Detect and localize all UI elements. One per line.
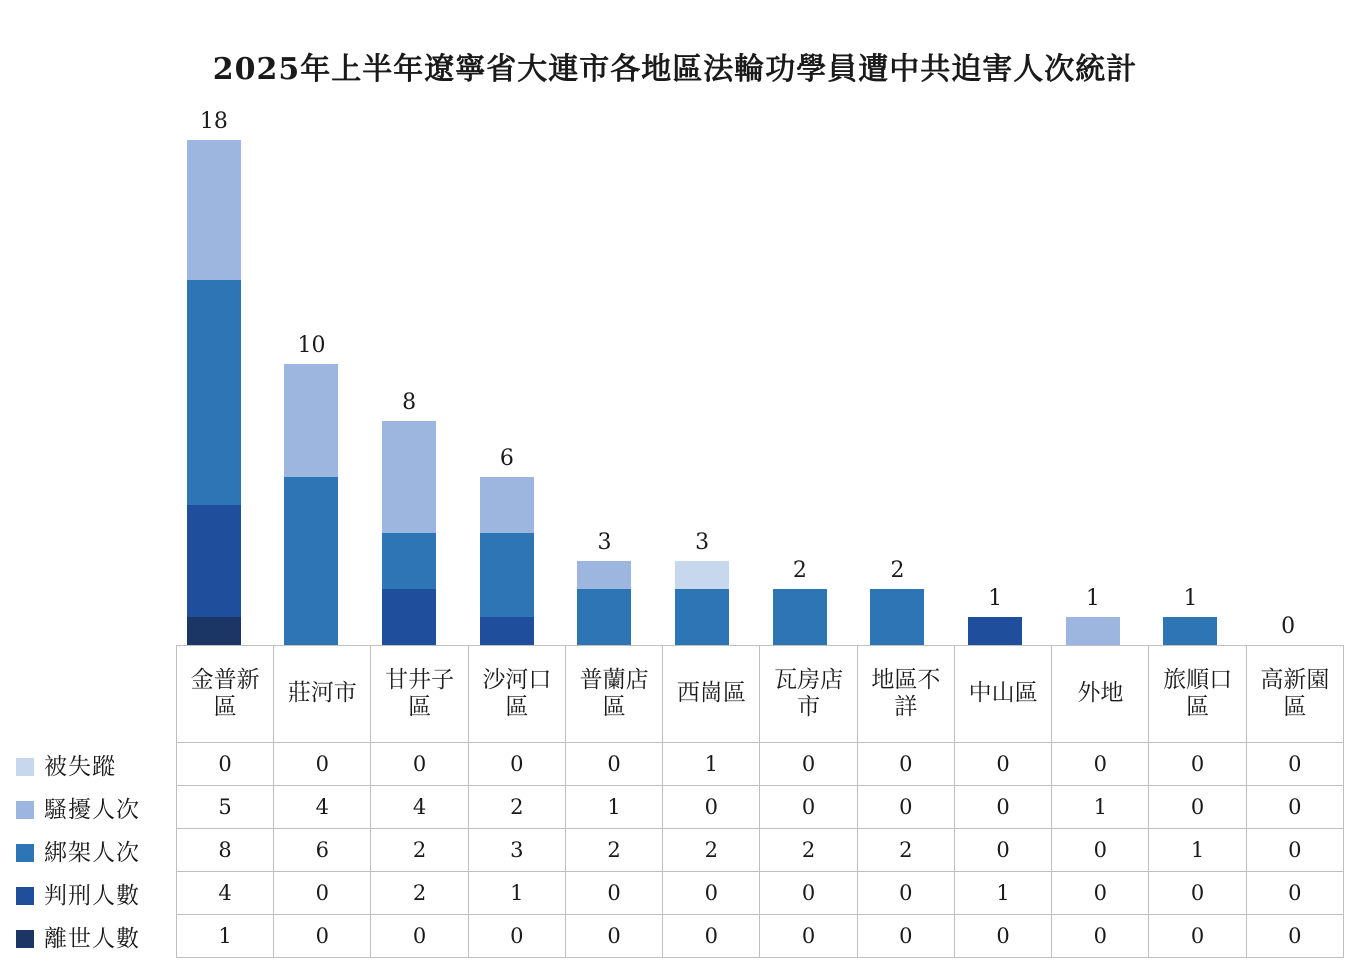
bar-segment <box>382 421 436 533</box>
bar-segment <box>187 280 241 504</box>
bar-segment <box>1066 617 1120 645</box>
bar-total-label: 6 <box>499 445 514 471</box>
table-cell: 5 <box>176 786 273 829</box>
table-cell: 0 <box>857 786 954 829</box>
table-cell: 2 <box>760 829 857 872</box>
table-cell: 0 <box>468 915 565 958</box>
table-cell: 1 <box>954 872 1051 915</box>
legend-label: 判刑人數 <box>44 882 140 909</box>
legend-item <box>6 743 176 786</box>
table-cell: 0 <box>1149 915 1246 958</box>
table-cell: 2 <box>857 829 954 872</box>
bar-segment <box>382 589 436 645</box>
table-cell: 0 <box>1052 743 1149 786</box>
bar-column <box>1142 140 1240 645</box>
table-corner-cell <box>6 646 176 743</box>
table-cell: 0 <box>954 829 1051 872</box>
category-header-cell: 中山區 <box>954 646 1051 743</box>
table-cell: 2 <box>468 786 565 829</box>
bar-column <box>165 109 263 645</box>
legend-swatch-icon <box>16 758 34 776</box>
bar-segment <box>577 589 631 645</box>
bar-column <box>751 140 849 645</box>
table-cell: 0 <box>468 743 565 786</box>
bar-stack <box>577 561 631 645</box>
table-cell: 0 <box>565 872 662 915</box>
bar-segment <box>284 364 338 476</box>
table-cell: 1 <box>1052 786 1149 829</box>
legend-label: 被失蹤 <box>44 753 116 780</box>
category-header-cell: 外地 <box>1052 646 1149 743</box>
table-cell: 1 <box>176 915 273 958</box>
table-cell: 0 <box>565 743 662 786</box>
plot-area <box>165 109 1337 645</box>
bar-column <box>556 140 654 645</box>
legend-swatch-icon <box>16 930 34 948</box>
category-header-cell: 甘井子區 <box>371 646 468 743</box>
table-cell: 0 <box>954 743 1051 786</box>
bar-column <box>946 140 1044 645</box>
bar-segment <box>480 477 534 533</box>
table-cell: 1 <box>1149 829 1246 872</box>
bar-segment <box>480 533 534 617</box>
bar-stack <box>284 364 338 645</box>
bar-total-label: 3 <box>695 529 710 555</box>
table-cell: 3 <box>468 829 565 872</box>
category-header-cell: 普蘭店區 <box>565 646 662 743</box>
legend-swatch-icon <box>16 844 34 862</box>
bar-total-label: 0 <box>1281 614 1296 639</box>
category-header-cell: 莊河市 <box>274 646 371 743</box>
legend-swatch-icon <box>16 887 34 905</box>
bar-total-label: 2 <box>890 557 905 583</box>
table-cell: 0 <box>954 915 1051 958</box>
table-cell: 0 <box>565 915 662 958</box>
table-row <box>6 915 1344 958</box>
table-cell: 0 <box>663 915 760 958</box>
table-cell: 0 <box>176 743 273 786</box>
bar-total-label: 18 <box>199 109 228 134</box>
bar-column <box>653 140 751 645</box>
legend-item <box>6 829 176 872</box>
table-cell: 0 <box>663 786 760 829</box>
bar-column <box>849 140 947 645</box>
legend-item <box>6 915 176 958</box>
table-row <box>6 743 1344 786</box>
table-header-row <box>6 646 1344 743</box>
table-cell: 0 <box>1149 743 1246 786</box>
page-title: 2025年上半年遼寧省大連市各地區法輪功學員遭中共迫害人次統計 <box>212 52 1138 87</box>
table-row <box>6 872 1344 915</box>
table-cell: 0 <box>857 743 954 786</box>
table-cell: 2 <box>565 829 662 872</box>
bar-stack <box>1066 617 1120 645</box>
bar-stack <box>382 421 436 645</box>
bar-total-label: 1 <box>1085 585 1100 611</box>
table-cell: 0 <box>274 872 371 915</box>
table-cell: 4 <box>176 872 273 915</box>
table-row <box>6 829 1344 872</box>
table-cell: 0 <box>1149 786 1246 829</box>
bar-stack <box>1163 617 1217 645</box>
table-cell: 0 <box>1052 915 1149 958</box>
category-header-cell: 沙河口區 <box>468 646 565 743</box>
legend-item <box>6 786 176 829</box>
bar-segment <box>1163 617 1217 645</box>
table-cell: 0 <box>760 786 857 829</box>
table-cell: 6 <box>274 829 371 872</box>
table-cell: 0 <box>1052 829 1149 872</box>
table-cell: 0 <box>760 743 857 786</box>
table-row <box>6 786 1344 829</box>
legend-swatch-icon <box>16 801 34 819</box>
bar-segment <box>284 477 338 645</box>
bar-stack <box>870 589 924 645</box>
legend-label: 騷擾人次 <box>44 796 140 823</box>
table-cell: 0 <box>1149 872 1246 915</box>
bar-column <box>458 140 556 645</box>
table-cell: 0 <box>371 743 468 786</box>
bar-total-label: 1 <box>988 585 1003 611</box>
table-cell: 4 <box>274 786 371 829</box>
bar-column <box>263 140 361 645</box>
bar-total-label: 8 <box>402 389 417 415</box>
table-cell: 0 <box>663 872 760 915</box>
bar-segment <box>187 505 241 617</box>
table-cell: 0 <box>1246 872 1343 915</box>
table-cell: 2 <box>371 872 468 915</box>
table-cell: 0 <box>954 786 1051 829</box>
bar-total-label: 1 <box>1183 585 1198 611</box>
bar-stack <box>773 589 827 645</box>
legend-label: 綁架人次 <box>44 839 140 866</box>
bar-total-label: 3 <box>597 529 612 555</box>
table-cell: 0 <box>1246 786 1343 829</box>
bar-segment <box>187 140 241 280</box>
category-header-cell: 旅順口區 <box>1149 646 1246 743</box>
category-header-cell: 地區不詳 <box>857 646 954 743</box>
table-cell: 1 <box>565 786 662 829</box>
category-header-cell: 瓦房店市 <box>760 646 857 743</box>
table-cell: 0 <box>1246 743 1343 786</box>
table-cell: 2 <box>371 829 468 872</box>
bar-segment <box>382 533 436 589</box>
table-cell: 0 <box>1246 829 1343 872</box>
table-cell: 0 <box>857 915 954 958</box>
category-header-cell: 西崗區 <box>663 646 760 743</box>
table-cell: 0 <box>760 915 857 958</box>
bar-column <box>360 140 458 645</box>
bar-segment <box>577 561 631 589</box>
bar-segment <box>480 617 534 645</box>
table-cell: 0 <box>760 872 857 915</box>
bar-total-label: 2 <box>792 557 807 583</box>
bar-stack <box>480 477 534 645</box>
table-cell: 1 <box>468 872 565 915</box>
bar-column <box>1044 140 1142 645</box>
table-cell: 0 <box>1246 915 1343 958</box>
bar-stack <box>675 561 729 645</box>
data-table-wrap <box>0 645 1350 958</box>
table-cell: 2 <box>663 829 760 872</box>
table-cell: 0 <box>857 872 954 915</box>
category-header-cell: 高新園區 <box>1246 646 1343 743</box>
category-header-cell: 金普新區 <box>176 646 273 743</box>
bar-segment <box>773 589 827 645</box>
bar-segment <box>187 617 241 645</box>
bar-segment <box>870 589 924 645</box>
table-cell: 0 <box>1052 872 1149 915</box>
bar-stack <box>187 140 241 645</box>
table-cell: 4 <box>371 786 468 829</box>
bar-total-label: 10 <box>297 333 326 359</box>
table-cell: 0 <box>274 915 371 958</box>
bar-stack <box>968 617 1022 645</box>
bar-segment <box>675 561 729 589</box>
legend-label: 離世人數 <box>44 925 140 952</box>
table-cell: 1 <box>663 743 760 786</box>
legend-item <box>6 872 176 915</box>
table-cell: 8 <box>176 829 273 872</box>
bar-segment <box>675 589 729 645</box>
table-cell: 0 <box>371 915 468 958</box>
data-table <box>6 645 1344 958</box>
bar-segment <box>968 617 1022 645</box>
bar-column <box>1239 140 1337 645</box>
table-cell: 0 <box>274 743 371 786</box>
